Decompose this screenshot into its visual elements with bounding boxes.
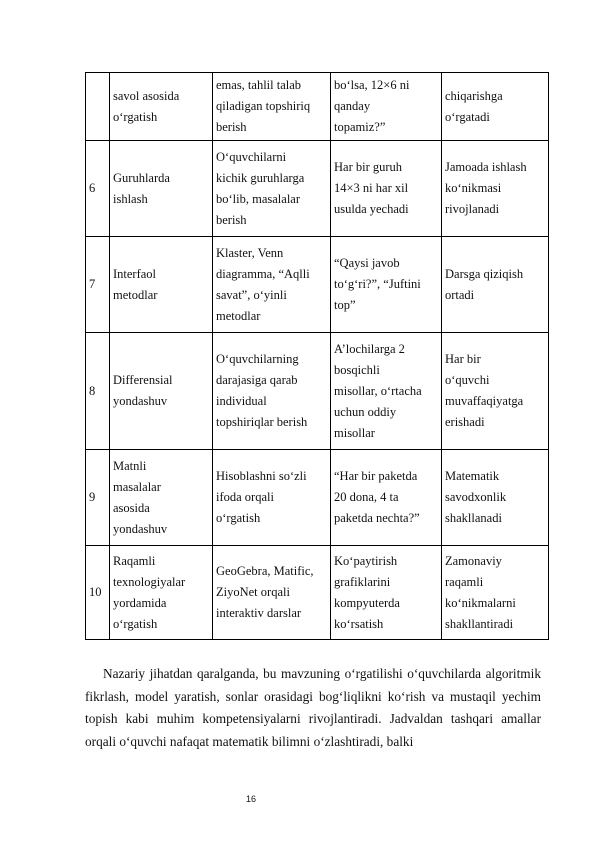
- methods-table: [85, 72, 549, 640]
- result-cell: Darsga qiziqish ortadi: [442, 237, 549, 333]
- table-row: [86, 450, 549, 546]
- method-name-cell: Differensial yondashuv: [110, 333, 213, 450]
- page-number: 16: [246, 794, 257, 804]
- method-description-cell: O‘quvchilarning darajasiga qarab individual topshiriqlar berish: [213, 333, 331, 450]
- method-name-cell: Guruhlarda ishlash: [110, 141, 213, 237]
- method-name-cell: Interfaol metodlar: [110, 237, 213, 333]
- result-cell: Zamonaviy raqamli ko‘nikmalarni shakllantiradi: [442, 546, 549, 640]
- row-number: 8: [86, 333, 110, 450]
- method-description-cell: O‘quvchilarni kichik guruhlarga bo‘lib, masalalar berish: [213, 141, 331, 237]
- example-cell: bo‘lsa, 12×6 ni qanday topamiz?”: [331, 73, 442, 141]
- method-description-cell: Klaster, Venn diagramma, “Aqlli savat”, o‘yinli metodlar: [213, 237, 331, 333]
- method-name-cell: Matnli masalalar asosida yondashuv: [110, 450, 213, 546]
- result-cell: Jamoada ishlash ko‘nikmasi rivojlanadi: [442, 141, 549, 237]
- table-row: [86, 333, 549, 450]
- table-row: [86, 237, 549, 333]
- result-cell: Har bir o‘quvchi muvaffaqiyatga erishadi: [442, 333, 549, 450]
- result-cell: Matematik savodxonlik shakllanadi: [442, 450, 549, 546]
- row-number: 9: [86, 450, 110, 546]
- method-description-cell: Hisoblashni so‘zli ifoda orqali o‘rgatish: [213, 450, 331, 546]
- table-row: [86, 141, 549, 237]
- example-cell: Har bir guruh 14×3 ni har xil usulda yechadi: [331, 141, 442, 237]
- example-cell: “Qaysi javob to‘g‘ri?”, “Juftini top”: [331, 237, 442, 333]
- row-number: 7: [86, 237, 110, 333]
- table-row: [86, 73, 549, 141]
- method-name-cell: Raqamli texnologiyalar yordamida o‘rgatish: [110, 546, 213, 640]
- example-cell: “Har bir paketda 20 dona, 4 ta paketda nechta?”: [331, 450, 442, 546]
- result-cell: chiqarishga o‘rgatadi: [442, 73, 549, 141]
- method-description-cell: GeoGebra, Matific, ZiyoNet orqali interaktiv darslar: [213, 546, 331, 640]
- table-row: [86, 546, 549, 640]
- row-number: [86, 73, 110, 141]
- method-name-cell: savol asosida o‘rgatish: [110, 73, 213, 141]
- row-number: 6: [86, 141, 110, 237]
- row-number: 10: [86, 546, 110, 640]
- example-cell: A’lochilarga 2 bosqichli misollar, o‘rtacha uchun oddiy misollar: [331, 333, 442, 450]
- body-paragraph: Nazariy jihatdan qaralganda, bu mavzuning o‘rgatilishi o‘quvchilarda algoritmik fikrlash, model yaratish, sonlar orasidagi bog‘liqlikni ko‘rish va mustaqil yechim topish kabi muhim kompetensiyalarni rivojlantiradi. Jadvaldan tashqari amallar orqali o‘quvchi nafaqat matematik bilimni o‘zlashtiradi, balki: [85, 666, 541, 749]
- example-cell: Ko‘paytirish grafiklarini kompyuterda ko‘rsatish: [331, 546, 442, 640]
- method-description-cell: emas, tahlil talab qiladigan topshiriq berish: [213, 73, 331, 141]
